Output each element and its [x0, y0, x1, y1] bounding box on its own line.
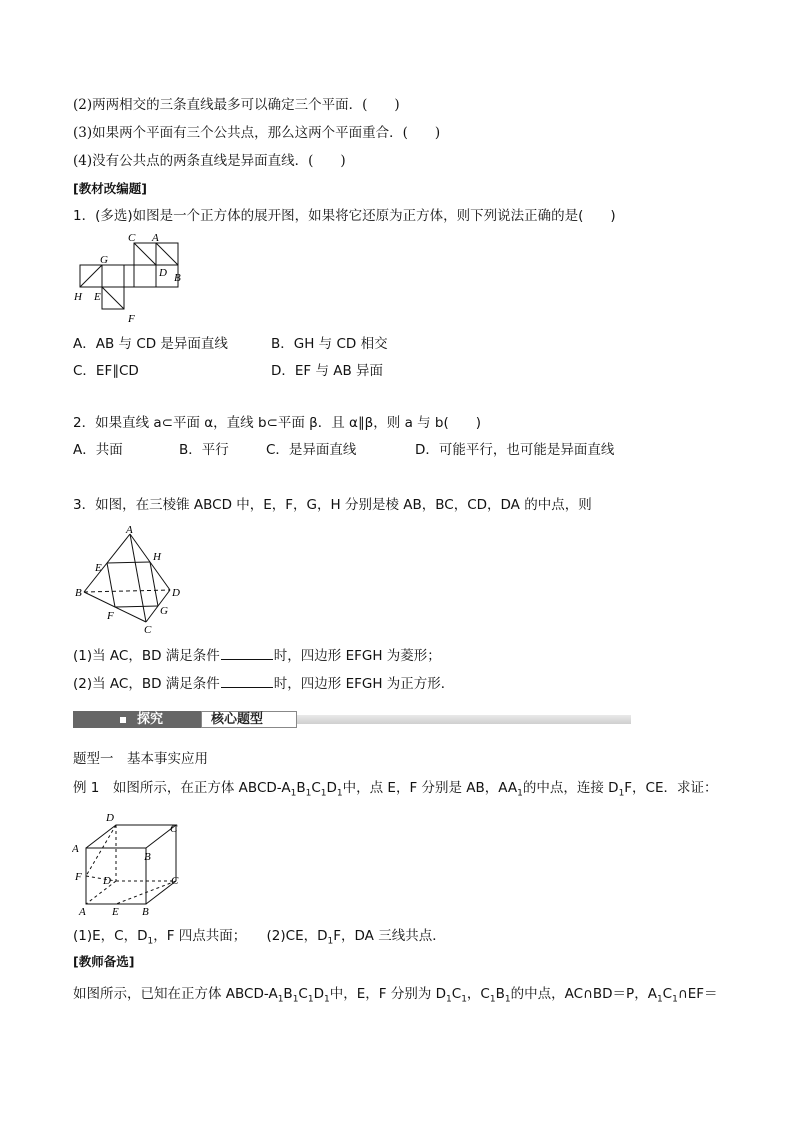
sub-1: 1: [517, 788, 523, 799]
sub-1: 1: [324, 994, 330, 1005]
q1-option-c: C．EF∥CD: [73, 363, 139, 379]
q2-option-a: A．共面: [73, 442, 123, 458]
teacher-text-h: B: [495, 986, 505, 1002]
cube-label-c: C: [171, 875, 179, 887]
q2-option-c: C．是异面直线: [266, 442, 357, 458]
proof2-text-a: (2)CE，D: [266, 928, 328, 944]
sub-1: 1: [307, 994, 314, 1005]
cube-label-e: E: [112, 906, 119, 918]
cube-label-a1: A: [72, 843, 79, 855]
sub-1: 1: [290, 788, 297, 799]
sub-1: 1: [446, 994, 452, 1005]
example1-text-g: F，CE．求证：: [624, 780, 718, 796]
net-label-e: E: [94, 291, 101, 303]
judge-item-3: (3)如果两个平面有三个公共点，那么这两个平面重合．( ): [73, 125, 441, 141]
banner-gradient: [297, 715, 631, 724]
net-label-g: G: [100, 254, 108, 266]
teacher-text-g: ，C: [466, 986, 490, 1002]
banner-label-explore: 探究: [137, 712, 164, 727]
section-banner: [73, 711, 631, 728]
banner-label-core: 核心题型: [211, 712, 264, 727]
teacher-text-k: ∩EF＝: [677, 986, 718, 1002]
sub-1: 1: [277, 994, 284, 1005]
sub-1: 1: [461, 994, 467, 1005]
example1-proof-items: [73, 927, 446, 951]
teacher-text-f: C: [451, 986, 462, 1002]
tet-label-c: C: [144, 624, 152, 636]
sub-1: 1: [656, 994, 663, 1005]
cube-label-b: B: [142, 906, 149, 918]
q1-option-d: D．EF 与 AB 异面: [271, 363, 384, 379]
q3-sub1-blank[interactable]: [221, 647, 273, 660]
q3-sub2-pre: (2)当 AC，BD 满足条件: [73, 676, 220, 692]
sub-1: 1: [305, 788, 312, 799]
sub-1: 1: [327, 936, 334, 947]
cube-label-c1: C: [170, 823, 178, 835]
net-label-f: F: [128, 313, 135, 325]
teacher-text-j: C: [662, 986, 673, 1002]
q3-sub1-post: 时，四边形 EFGH 为菱形；: [273, 648, 441, 664]
example1-text-e: 中，点 E，F 分别是 AB，AA: [342, 780, 518, 796]
q3-sub1-pre: (1)当 AC，BD 满足条件: [73, 648, 220, 664]
proof1-text-b: ，F 四点共面；: [153, 928, 240, 944]
example1-label: 例 1: [73, 780, 100, 796]
tet-label-g: G: [160, 605, 168, 617]
q2-stem: 2．如果直线 a⊂平面 α，直线 b⊂平面 β．且 α∥β，则 a 与 b( ): [73, 415, 482, 431]
example1-text-c: C: [311, 780, 321, 796]
example1-text-a: 如图所示，在正方体 ABCD-A: [112, 780, 291, 796]
sub-1: 1: [489, 994, 496, 1005]
teacher-text-c: C: [298, 986, 308, 1002]
sub-1: 1: [147, 936, 154, 947]
tet-label-f: F: [107, 610, 114, 622]
cube-label-f: F: [75, 871, 82, 883]
net-label-c: C: [128, 232, 136, 244]
proof1-text-a: (1)E，C，D: [73, 928, 148, 944]
net-label-d: D: [159, 267, 167, 279]
q2-option-b: B．平行: [179, 442, 229, 458]
section-textbook-label: [教材改编题]: [73, 181, 147, 196]
tetrahedron-figure: [72, 526, 192, 636]
sub-1: 1: [320, 788, 327, 799]
q3-stem: 3．如图，在三棱锥 ABCD 中，E，F，G，H 分别是棱 AB，BC，CD，DA 的中点，则: [73, 497, 592, 513]
q1-stem: 1．(多选)如图是一个正方体的展开图，如果将它还原为正方体，则下列说法正确的是( ): [73, 208, 616, 224]
tet-label-a: A: [126, 526, 133, 536]
tet-label-b: B: [75, 587, 82, 599]
teacher-text-d: D: [313, 986, 324, 1002]
sub-1: 1: [618, 788, 625, 799]
tet-label-h: H: [153, 551, 161, 563]
q3-sub2-blank[interactable]: [221, 675, 273, 688]
tet-label-d: D: [172, 587, 180, 599]
teacher-text-a: 如图所示，已知在正方体 ABCD-A: [73, 986, 278, 1002]
cube-label-b1: B: [144, 851, 151, 863]
cube-figure: [72, 810, 192, 920]
q3-sub1: [73, 647, 441, 665]
sub-1: 1: [504, 994, 511, 1005]
example1-text-d: D: [326, 780, 337, 796]
judge-item-4: (4)没有公共点的两条直线是异面直线．( ): [73, 153, 346, 169]
net-label-h: H: [74, 291, 82, 303]
q1-option-b: B．GH 与 CD 相交: [271, 336, 388, 352]
net-label-a: A: [152, 232, 159, 244]
judge-item-2: (2)两两相交的三条直线最多可以确定三个平面．( ): [73, 97, 400, 113]
type1-title: 题型一 基本事实应用: [73, 751, 208, 767]
cube-net-figure: [70, 228, 190, 328]
banner-square-icon: [120, 717, 126, 723]
tet-label-e: E: [95, 562, 102, 574]
cube-label-a: A: [79, 906, 86, 918]
example1-text-b: B: [296, 780, 306, 796]
q3-sub2-post: 时，四边形 EFGH 为正方形．: [273, 676, 455, 692]
teacher-backup-text: [73, 985, 718, 1009]
q1-option-a: A．AB 与 CD 是异面直线: [73, 336, 228, 352]
sub-1: 1: [672, 994, 678, 1005]
teacher-backup-label: [教师备选]: [73, 954, 135, 969]
teacher-text-b: B: [283, 986, 293, 1002]
sub-1: 1: [336, 788, 343, 799]
example1-stem: [73, 779, 718, 803]
cube-label-d: D: [103, 875, 111, 887]
example1-text-f: 的中点，连接 D: [522, 780, 619, 796]
proof2-text-b: F，DA 三线共点．: [333, 928, 446, 944]
cube-label-d1: D: [106, 812, 114, 824]
net-label-b: B: [174, 272, 181, 284]
sub-1: 1: [292, 994, 299, 1005]
teacher-text-i: 的中点，AC∩BD＝P，A: [510, 986, 657, 1002]
q2-option-d: D．可能平行，也可能是异面直线: [415, 442, 615, 458]
teacher-text-e: 中，E，F 分别为 D: [329, 986, 447, 1002]
q3-sub2: [73, 675, 454, 693]
